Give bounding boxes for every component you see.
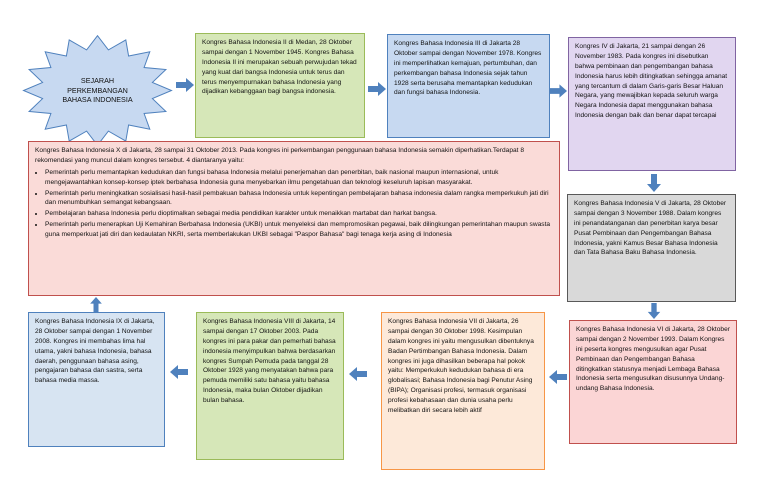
recommendation-item: • Pemerintah perlu meningkatkan sosialisasi hasil-hasil pembakuan bahasa Indonesia untuk kepentingan pembelajaran bahasa indonesia dalam rangka memperkukuh jati diri dan menumbuhkan semangat kebangsaan. <box>45 189 553 209</box>
arrow-right-icon <box>368 82 386 96</box>
kongres-v-box <box>567 194 736 302</box>
kongres-viii-text: Kongres Bahasa Indonesia VIII di Jakarta, 14 sampai dengan 17 Oktober 2003. Pada kongres ini para pakar dan pemerhati bahasa indonesia menyimpulkan bahwa berdasarkan kongres Sumpah Pemuda pada tanggal 28 Oktober 1928 yang menyatakan bahwa para pemuda memiliki satu bahasa yaitu bahasa Indonesia, maka bulan Oktober dijadikan bulan bahasa. <box>203 318 336 405</box>
recommendation-item: • Pembelajaran bahasa Indonesia perlu dioptimalkan sebagai media pendidikan karakter untuk menaikkan martabat dan harkat bangsa. <box>45 209 553 219</box>
arrow-left-icon <box>169 365 189 379</box>
kongres-x-intro: Kongres Bahasa Indonesia X di Jakarta, 28 sampai 31 Oktober 2013. Pada kongres ini perkembangan penggunaan bahasa Indonesia semakin diperhatikan.Terdapat 8 rekomendasi yang muncul dalam kongres tersebut. 4 diantaranya yaitu: <box>35 147 525 164</box>
kongres-ix-box <box>28 312 165 447</box>
kongres-x-box <box>28 141 560 296</box>
recommendation-item: • Pemerintah perlu menerapkan Uji Kemahiran Berbahasa Indonesia (UKBI) untuk menyeleksi dan mempromosikan pegawai, baik dilingkungan pemerintahan maupun swasta guna memperkuat jati diri dan kedaulatan NKRI, serta memberlakukan UKBI sebagai "Paspor Bahasa" bagi tenaga kerja asing di Indonesia <box>45 220 553 240</box>
arrow-right-icon <box>176 78 194 92</box>
kongres-vii-text: Kongres Bahasa Indonesia VII di Jakarta, 26 sampai dengan 30 Oktober 1998. Kesimpulan dalam kongres ini yaitu mengusulkan dibentuknya Badan Pertimbangan Bahasa Indonesia. Dalam kongres ini juga dihasilkan beberapa hal pokok yaitu: Memperkukuh kedudukan bahasa di era globalisasi; Bahasa Indonesia bagi Penutur Asing (BIPA); Organisasi profesi, termasuk organisasi profesi kebahasaan dan dunia usaha perlu melibatkan diri secara lebih aktif <box>388 318 534 415</box>
arrow-left-icon <box>549 370 567 384</box>
kongres-iv-text: Kongres IV di Jakarta, 21 sampai dengan 26 November 1983. Pada kongres ini disebutkan bahwa pembinaan dan pengembangan bahasa Indonesia harus lebih ditingkatkan sehingga amanat yang tercantum di dalam Garis-garis Besar Haluan Negara, yang mewajibkan kepada seluruh warga Negara Indonesia dapat menggunakan bahasa Indonesia dengan baik dan benar dapat tercapai <box>575 43 728 120</box>
arrow-down-icon <box>647 303 661 319</box>
arrow-down-icon <box>647 174 661 192</box>
kongres-ii-text: Kongres Bahasa Indonesia II di Medan, 28 Oktober sampai dengan 1 November 1945. Kongres Bahasa Indonesia II ini merupakan sebuah perwujudan tekad yang kuat dari bangsa Indonesia untuk terus dan terus menyempurnakan bahasa Indonesia yang dijadikan kebanggaan bagi bangsa indonesia. <box>202 39 357 96</box>
kongres-vii-box <box>381 312 545 470</box>
recommendation-item: • Pemerintah perlu memantapkan kedudukan dan fungsi bahasa Indonesia melalui penerjemahan dan penerbitan, baik nasional maupun internasional, untuk mengejawantahkan konsep-konsep iptek berbahasa Indonesia guna menyebarkan ilmu pengetahuan dan teknologi keseluruh lapisan masyarakat. <box>45 168 553 188</box>
kongres-ix-text: Kongres Bahasa Indonesia IX di Jakarta, 28 Oktober sampai dengan 1 November 2008. Kongres ini membahas lima hal utama, yakni bahasa Indonesia, bahasa daerah, penggunaan bahasa asing, pengajaran bahasa dan sastra, serta bahasa media massa. <box>35 318 155 385</box>
kongres-ii-box <box>195 33 365 138</box>
kongres-v-text: Kongres Bahasa Indonesia V di Jakarta, 28 Oktober sampai dengan 3 November 1988. Dalam kongres ini penandatanganan dan penerbitan karya besar Pusat Pembinaan dan Pengembangan Bahasa Indonesia, yakni Kamus Besar Bahasa Indonesia dan Tata Bahasa Baku Bahasa Indonesia. <box>574 200 727 257</box>
kongres-vi-box <box>569 320 737 444</box>
kongres-x-recommendations <box>35 168 553 240</box>
diagram-title: SEJARAH PERKEMBANGAN BAHASA INDONESIA <box>62 75 133 105</box>
arrow-right-icon <box>550 84 567 98</box>
arrow-left-icon <box>348 367 368 381</box>
kongres-iii-text: Kongres Bahasa Indonesia III di Jakarta 28 Oktober sampai dengan November 1978. Kongres ini memperlihatkan kemajuan, pertumbuhan, dan perkembangan bahasa Indonesia sejak tahun 1928 serta berusaha memantapkan kedudukan dan fungsi bahasa Indonesia. <box>394 40 542 97</box>
arrow-up-icon <box>89 297 103 312</box>
kongres-vi-text: Kongres Bahasa Indonesia VI di Jakarta, 28 Oktober sampai dengan 2 November 1993. Dalam Kongres ini peserta kongres mengusulkan agar Pusat Pembinaan dan Pengembangan Bahasa ditingkatkan statusnya menjadi Lembaga Bahasa Indonesia serta mengusulkan disusunnya Undang-undang Bahasa Indonesia. <box>576 326 730 393</box>
kongres-iii-box <box>387 34 550 138</box>
title-star <box>20 33 175 148</box>
kongres-viii-box <box>196 312 344 460</box>
kongres-iv-box <box>568 37 736 171</box>
